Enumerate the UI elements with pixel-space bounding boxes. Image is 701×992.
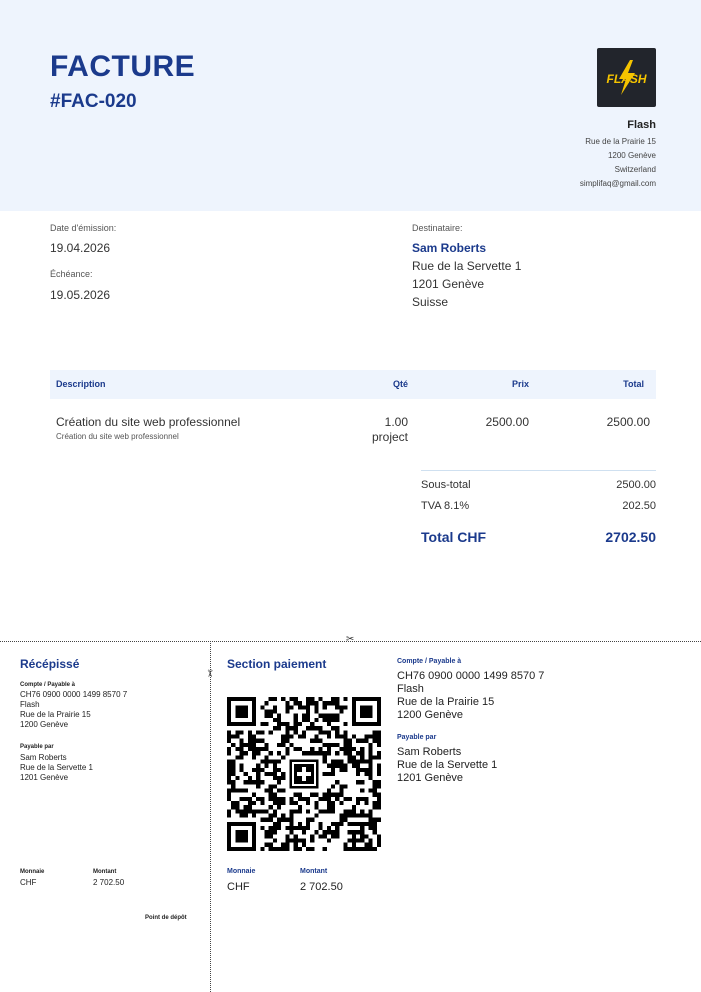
logo-text: FLASH xyxy=(606,72,647,86)
receipt-amount-value: 2 702.50 xyxy=(93,878,125,887)
receipt-payer-city: 1201 Genève xyxy=(20,773,69,782)
item-price: 2500.00 xyxy=(485,415,529,429)
receipt-creditor-name: Flash xyxy=(20,700,40,709)
invoice-title: FACTURE xyxy=(50,50,196,83)
company-logo xyxy=(597,48,656,107)
receipt-currency-value: CHF xyxy=(20,878,37,887)
qr-code-icon xyxy=(227,697,381,851)
receipt-currency-label: Monnaie xyxy=(20,869,45,875)
col-description: Description xyxy=(56,379,106,389)
total-label: Total CHF xyxy=(421,529,487,545)
vat-label: TVA 8.1% xyxy=(421,500,470,512)
receipt-payer-name: Sam Roberts xyxy=(20,753,67,762)
company-street: Rue de la Prairie 15 xyxy=(585,137,656,146)
scissors-icon: ✂ xyxy=(346,634,355,645)
recipient-label: Destinataire: xyxy=(412,223,463,233)
recipient-country: Suisse xyxy=(412,295,449,309)
invoice-number: #FAC-020 xyxy=(50,91,137,112)
payment-creditor-street: Rue de la Prairie 15 xyxy=(397,696,495,708)
recipient-city: 1201 Genève xyxy=(412,277,485,291)
company-country: Switzerland xyxy=(614,165,656,174)
vat-value: 202.50 xyxy=(622,500,656,512)
subtotal-label: Sous-total xyxy=(421,479,471,491)
receipt-deposit-label: Point de dépôt xyxy=(145,915,187,921)
recipient-name: Sam Roberts xyxy=(412,241,487,255)
due-date-label: Échéance: xyxy=(50,269,93,279)
issue-date-value: 19.04.2026 xyxy=(50,241,111,255)
receipt-payer-label: Payable par xyxy=(20,744,54,750)
receipt-amount-label: Montant xyxy=(93,869,117,875)
item-subdescription: Création du site web professionnel xyxy=(56,432,179,441)
item-description: Création du site web professionnel xyxy=(56,415,241,429)
payment-payer-city: 1201 Genève xyxy=(397,772,464,784)
company-email: simplifaq@gmail.com xyxy=(579,179,656,188)
company-name: Flash xyxy=(627,119,656,131)
receipt-title: Récépissé xyxy=(20,657,80,671)
recipient-street: Rue de la Servette 1 xyxy=(412,259,522,273)
item-total: 2500.00 xyxy=(606,415,650,429)
receipt-creditor-street: Rue de la Prairie 15 xyxy=(20,710,91,719)
logo-lightning xyxy=(597,48,656,107)
col-total: Total xyxy=(623,379,644,389)
payment-currency-value: CHF xyxy=(227,881,250,893)
item-qty: 1.00 xyxy=(384,415,408,429)
table-header xyxy=(50,370,656,399)
payment-payer-street: Rue de la Servette 1 xyxy=(397,759,498,771)
payment-creditor-city: 1200 Genève xyxy=(397,709,464,721)
payment-amount-label: Montant xyxy=(300,868,328,875)
payment-payer-label: Payable par xyxy=(397,734,437,741)
payment-account-label: Compte / Payable à xyxy=(397,658,462,665)
payment-amount-value: 2 702.50 xyxy=(300,881,343,893)
payment-payer-name: Sam Roberts xyxy=(397,746,462,758)
company-city: 1200 Genève xyxy=(607,151,656,160)
swiss-cross-icon xyxy=(289,759,318,788)
receipt-payer-street: Rue de la Servette 1 xyxy=(20,763,93,772)
item-unit: project xyxy=(371,430,408,444)
receipt-account-label: Compte / Payable à xyxy=(20,682,76,688)
subtotal-value: 2500.00 xyxy=(616,479,656,491)
payment-title: Section paiement xyxy=(227,657,327,671)
receipt-iban: CH76 0900 0000 1499 8570 7 xyxy=(20,690,128,699)
col-price: Prix xyxy=(511,379,529,389)
payment-creditor-name: Flash xyxy=(397,683,424,695)
payment-iban: CH76 0900 0000 1499 8570 7 xyxy=(397,670,545,682)
receipt-creditor-city: 1200 Genève xyxy=(20,720,69,729)
summary-divider xyxy=(421,470,656,471)
slip-separator-vertical xyxy=(210,641,211,992)
issue-date-label: Date d'émission: xyxy=(50,223,117,233)
payment-currency-label: Monnaie xyxy=(227,868,256,875)
total-value: 2702.50 xyxy=(605,529,656,545)
due-date-value: 19.05.2026 xyxy=(50,288,111,302)
scissors-icon: ✂ xyxy=(203,669,215,678)
col-qty: Qté xyxy=(392,379,408,389)
